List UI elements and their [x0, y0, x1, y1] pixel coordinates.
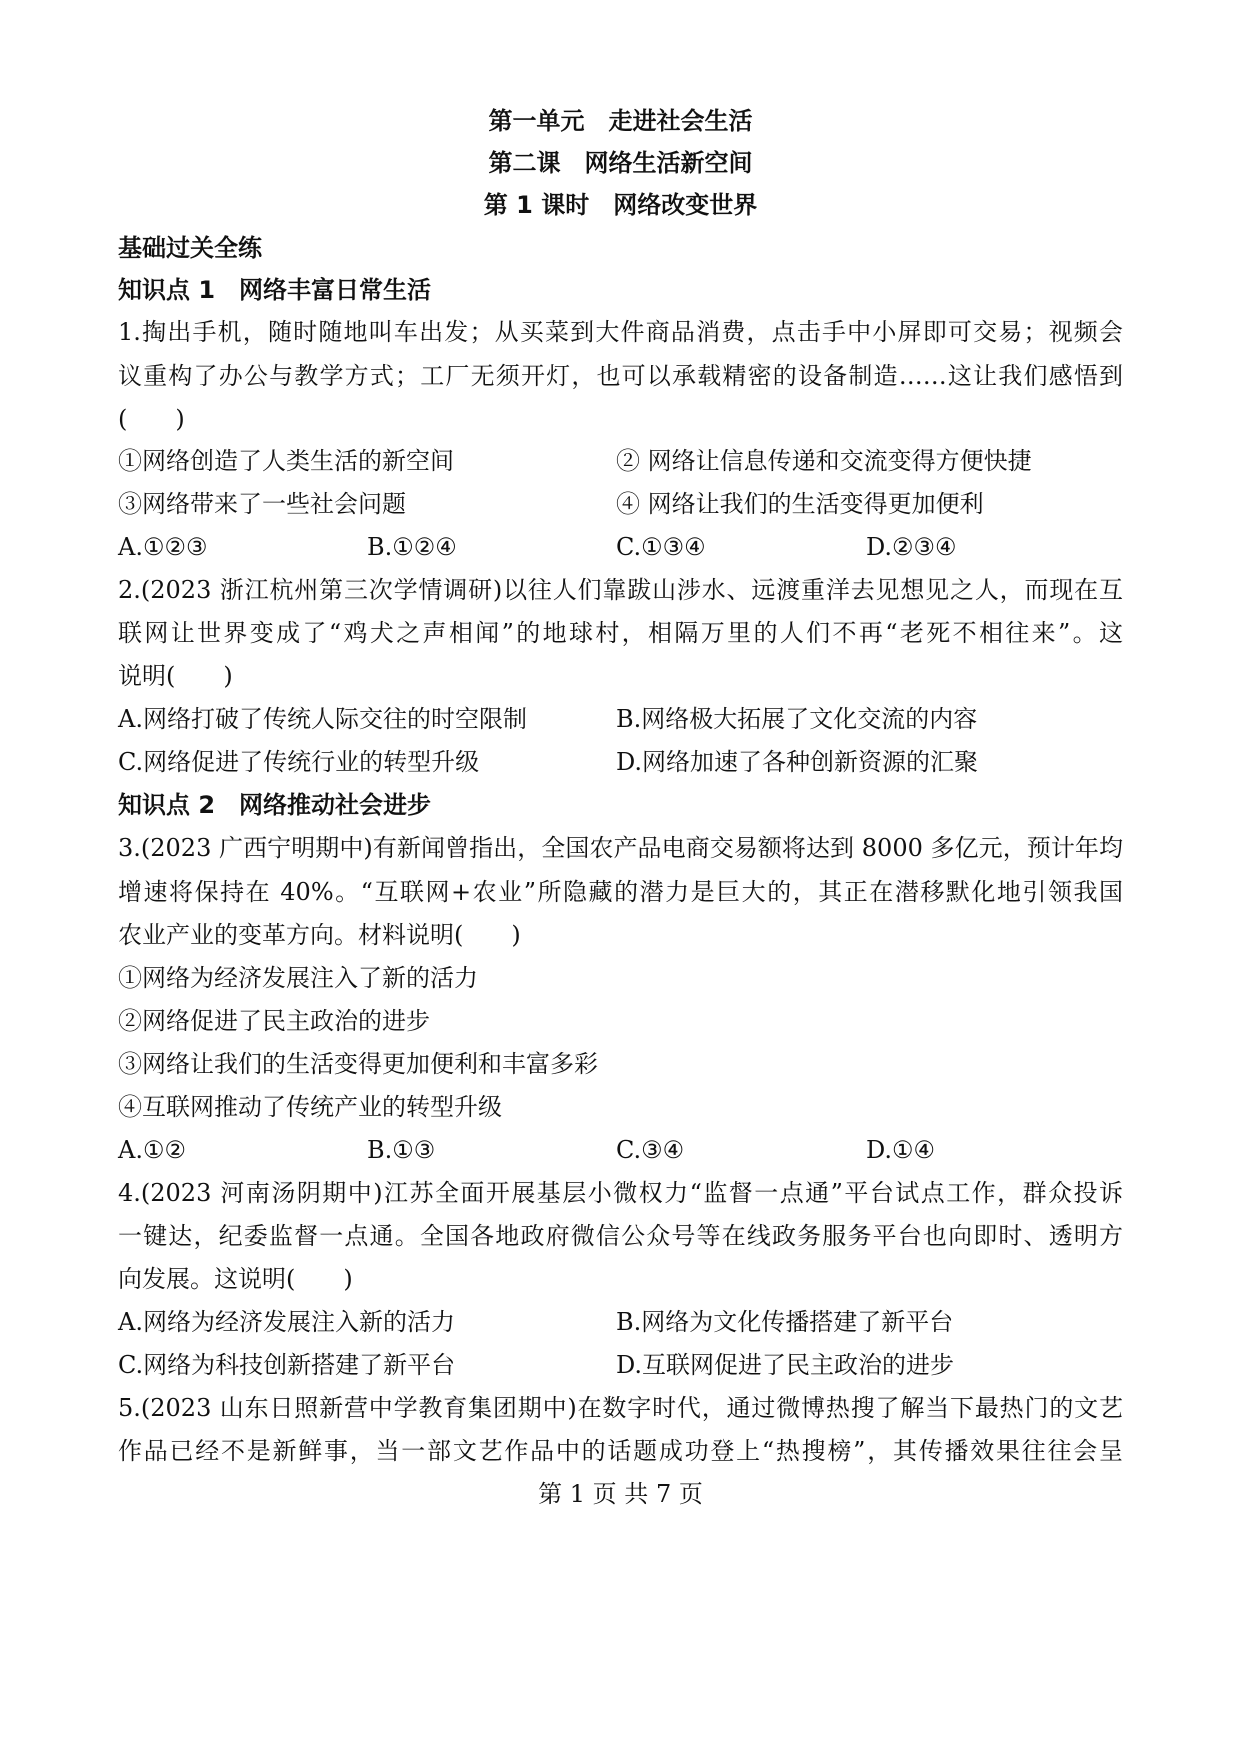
q4-option-b: B.网络为文化传播搭建了新平台: [616, 1308, 954, 1336]
q3-option-b: B.①③: [367, 1136, 436, 1164]
q2-line-2: 联网让世界变成了“鸡犬之声相闻”的地球村，相隔万里的人们不再“老死不相往来”。这: [118, 619, 1123, 647]
q2-line-1: 2.(2023 浙江杭州第三次学情调研)以往人们靠跋山涉水、远渡重洋去见想见之人，而现在互: [118, 576, 1123, 604]
q3-item-1: ①网络为经济发展注入了新的活力: [118, 964, 478, 992]
q1-option-a: A.①②③: [118, 533, 208, 561]
q5-line-2: 作品已经不是新鲜事，当一部文艺作品中的话题成功登上“热搜榜”，其传播效果往往会呈: [118, 1437, 1123, 1465]
knowledge-point-2: 知识点 2 网络推动社会进步: [118, 791, 432, 819]
q1-item-4: ④ 网络让我们的生活变得更加便利: [616, 490, 984, 518]
q1-item-2: ② 网络让信息传递和交流变得方便快捷: [616, 447, 1032, 475]
knowledge-point-1: 知识点 1 网络丰富日常生活: [118, 276, 432, 304]
q4-line-2: 一键达，纪委监督一点通。全国各地政府微信公众号等在线政务服务平台也向即时、透明方: [118, 1222, 1123, 1250]
q3-option-c: C.③④: [616, 1136, 685, 1164]
q1-option-b: B.①②④: [367, 533, 457, 561]
q1-line-3: ( ): [118, 405, 185, 433]
q1-line-2: 议重构了办公与教学方式；工厂无须开灯，也可以承载精密的设备制造……这让我们感悟到: [118, 362, 1123, 390]
q3-item-4: ④互联网推动了传统产业的转型升级: [118, 1093, 502, 1121]
q3-item-3: ③网络让我们的生活变得更加便利和丰富多彩: [118, 1050, 598, 1078]
q4-option-c: C.网络为科技创新搭建了新平台: [118, 1351, 456, 1379]
q2-option-b: B.网络极大拓展了文化交流的内容: [616, 705, 978, 733]
section-heading: 基础过关全练: [118, 234, 262, 262]
page-footer: 第 1 页 共 7 页: [538, 1480, 703, 1508]
q2-option-d: D.网络加速了各种创新资源的汇聚: [616, 748, 979, 776]
q1-option-d: D.②③④: [866, 533, 957, 561]
q1-option-c: C.①③④: [616, 533, 706, 561]
q3-line-3: 农业产业的变革方向。材料说明( ): [118, 921, 521, 949]
unit-title: 第一单元 走进社会生活: [488, 107, 753, 135]
q1-item-1: ①网络创造了人类生活的新空间: [118, 447, 454, 475]
q4-option-d: D.互联网促进了民主政治的进步: [616, 1351, 955, 1379]
q2-line-3: 说明( ): [118, 662, 233, 690]
q4-line-3: 向发展。这说明( ): [118, 1265, 353, 1293]
q4-line-1: 4.(2023 河南汤阴期中)江苏全面开展基层小微权力“监督一点通”平台试点工作，群众投诉: [118, 1179, 1123, 1207]
lesson-title: 第二课 网络生活新空间: [488, 149, 753, 177]
q2-option-c: C.网络促进了传统行业的转型升级: [118, 748, 480, 776]
q3-option-d: D.①④: [866, 1136, 936, 1164]
q2-option-a: A.网络打破了传统人际交往的时空限制: [118, 705, 527, 733]
q3-option-a: A.①②: [118, 1136, 186, 1164]
period-title: 第 1 课时 网络改变世界: [483, 191, 758, 219]
q1-line-1: 1.掏出手机，随时随地叫车出发；从买菜到大件商品消费，点击手中小屏即可交易；视频会: [118, 318, 1123, 346]
q3-item-2: ②网络促进了民主政治的进步: [118, 1007, 430, 1035]
q3-line-2: 增速将保持在 40%。“互联网+农业”所隐藏的潜力是巨大的，其正在潜移默化地引领我国: [118, 878, 1123, 906]
q3-line-1: 3.(2023 广西宁明期中)有新闻曾指出，全国农产品电商交易额将达到 8000 多亿元，预计年均: [118, 834, 1123, 862]
q1-item-3: ③网络带来了一些社会问题: [118, 490, 406, 518]
q5-line-1: 5.(2023 山东日照新营中学教育集团期中)在数字时代，通过微博热搜了解当下最热门的文艺: [118, 1394, 1123, 1422]
q4-option-a: A.网络为经济发展注入新的活力: [118, 1308, 455, 1336]
